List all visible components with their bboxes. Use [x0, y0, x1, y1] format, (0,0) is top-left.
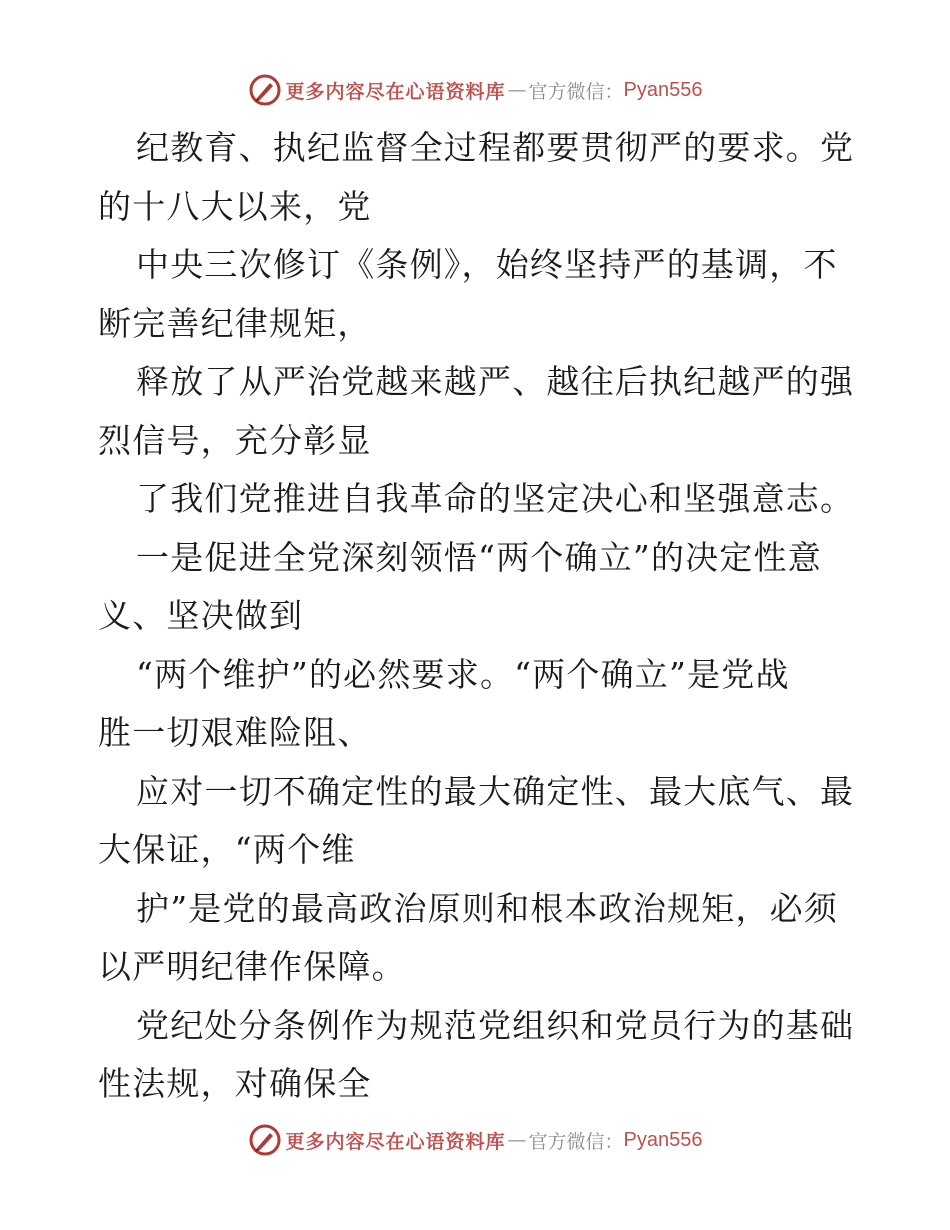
text-line: 了我们党推进自我革命的坚定决心和坚强意志。: [136, 479, 855, 518]
text-line: 以严明纪律作保障。: [98, 947, 406, 986]
text-line: 应对一切不确定性的最大确定性、最大底气、最: [136, 771, 855, 811]
banner-official-label: 官方微信：: [528, 80, 624, 103]
banner-wechat-handle: Pyan556: [623, 1128, 703, 1151]
text-line: 中央三次修订《条例》，始终坚持严的基调，不: [136, 245, 838, 284]
text-line: 义、坚决做到: [98, 596, 304, 635]
banner-separator: —: [507, 79, 527, 101]
document-body: [98, 119, 858, 1114]
text-line: 纪教育、执纪监督全过程都要贯彻严的要求。党: [136, 128, 855, 167]
text-line: “两个维护”的必然要求。“两个确立”是党战: [136, 654, 790, 694]
pen-logo-icon: [248, 73, 282, 107]
text-line: 烈信号，充分彰显: [98, 420, 372, 460]
text-line: 的十八大以来，党: [98, 186, 372, 226]
banner-wechat-handle: Pyan556: [623, 78, 703, 101]
text-line: 断完善纪律规矩，: [98, 303, 372, 343]
pen-logo-icon: [248, 1123, 282, 1157]
banner-text: 更多内容尽在心语资料库: [285, 80, 506, 103]
text-line: 释放了从严治党越来越严、越往后执纪越严的强: [136, 362, 855, 401]
banner-official-label: 官方微信：: [528, 1130, 624, 1153]
text-line: 一是促进全党深刻领悟“两个确立”的决定性意: [136, 537, 822, 577]
text-line: 胜一切艰难险阻、: [98, 713, 372, 752]
text-line: 党纪处分条例作为规范党组织和党员行为的基础: [136, 1005, 855, 1045]
footer-banner: [0, 1120, 950, 1160]
text-line: 性法规，对确保全: [98, 1064, 372, 1103]
header-banner: [0, 70, 950, 110]
text-line: 大保证，“两个维: [98, 830, 356, 869]
banner-text: 更多内容尽在心语资料库: [285, 1130, 506, 1153]
banner-separator: —: [507, 1129, 527, 1151]
text-line: 护”是党的最高政治原则和根本政治规矩，必须: [136, 888, 839, 928]
